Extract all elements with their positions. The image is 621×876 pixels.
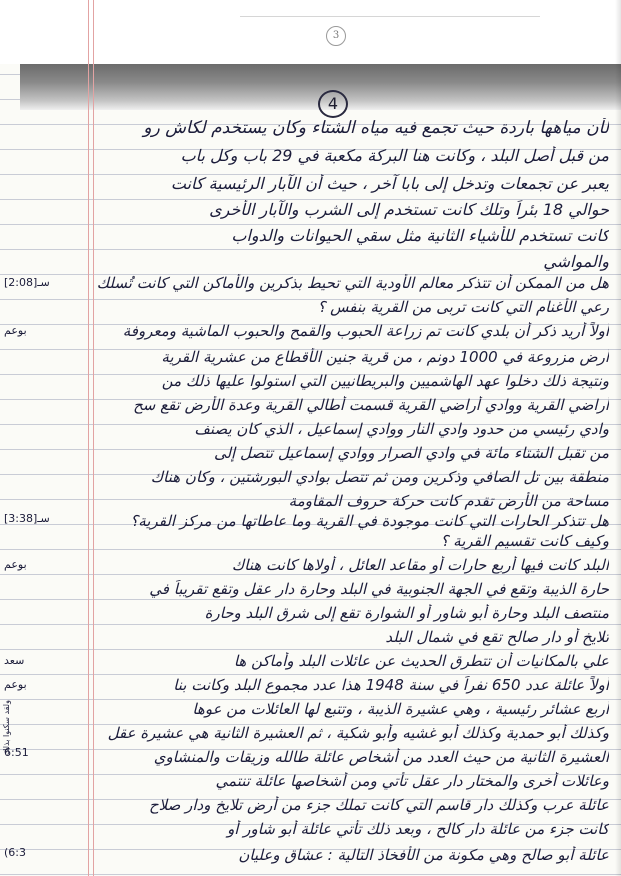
margin-mark: (6:3 [4, 846, 26, 859]
text-line: وكيف كانت تقسيم القرية ؟ [440, 532, 609, 550]
text-line: من قبل أصل البلد ، وكانت هنا البركة مكعبة في 29 باب وكل باب [180, 146, 609, 165]
text-line: لأن مياهها باردة حيث تجمع فيه مياه الشتاء وكان يستخدم لكاش رو [143, 118, 609, 138]
margin-mark: سـ[3:38] [4, 512, 50, 525]
page-edge-shadow [615, 0, 621, 876]
text-line: حارة الذيبة وتقع في الجهة الجنوبية في البلد وحارة دار عقل وتقع تقريباً في [149, 580, 609, 598]
text-line: أرض مزروعة في 1000 دونم ، من قرية جنين الأقطاع من عشرية القرية [161, 348, 609, 366]
text-line: أراضي القرية ووادي أراضي القرية قسمت أطالي القرية وعدة الأرض تقع سح [133, 396, 609, 414]
text-line: البلد كانت فيها أربع حارات أو مقاعد العائل ، أولاها كانت هناك [231, 556, 609, 574]
faint-text-line [240, 2, 540, 17]
text-line: والمواشي [543, 252, 609, 271]
margin-mark: بوعم [4, 558, 27, 571]
text-line: حوالي 18 بئراً وتلك كانت تستخدم إلى الشرب والآبار الأخرى [209, 200, 609, 219]
text-line: من تقبل الشتاء مائة في وادي الصرار ووادي إسماعيل تتصل إلى [213, 444, 609, 462]
margin-mark: سـ[2:08] [4, 276, 50, 289]
text-line: كانت تستخدم للأشياء الثانية مثل سقي الحيوانات والدواب [231, 226, 609, 245]
text-line: أربع عشائر رئيسية ، وهي عشيرة الذيبة ، وتتبع لها العائلات من عوها [192, 700, 609, 718]
text-line: مساحة من الأرض تقدم كانت حركة حروف المقاومة [288, 492, 609, 510]
text-line: تلايخ أو دار صالح تقع في شمال البلد [385, 628, 609, 646]
margin-mark: سعد [4, 654, 25, 667]
text-line: يعبر عن تجمعات وتدخل إلى بابا آخر ، حيث أن الآبار الرئيسية كانت [170, 174, 609, 193]
text-line: أولاً عائلة عدد 650 نفراً في سنة 1948 هذا عدد مجموع البلد وكانت بنا [173, 676, 609, 694]
text-line: هل من الممكن أن تتذكر معالم الأودية التي تحيط بذكرين والأماكن التي كانت تُسلك [96, 274, 609, 292]
text-line: وادي رئيسي من حدود وادي النار ووادي إسماعيل ، الذي كان يصنف [194, 420, 609, 438]
text-line: هل تتذكر الحارات التي كانت موجودة في القرية وما عاطاتها من مركز القرية؟ [130, 512, 609, 530]
text-line: وكذلك أبو حمدية وكذلك أبو غشيه وأبو شكية ، ثم العشيرة الثانية هي عشيرة عقل [107, 724, 609, 742]
margin-mark: بوعم [4, 324, 27, 337]
margin-mark: 6:51 [4, 746, 29, 759]
text-line: منتصف البلد وحارة أبو شاور أو الشوارة تقع إلى شرق البلد وحارة [204, 604, 609, 622]
text-line: رعي الأغنام التي كانت تربى من القرية بنفس ؟ [317, 298, 609, 316]
page-number: 4 [318, 90, 348, 118]
text-line: عائلة عرب وكذلك دار قاسم التي كانت تملك جزء من أرض تلايخ ودار صلاح [148, 796, 609, 814]
text-line: علي بالمكانيات أن تتطرق الحديث عن عائلات البلد وأماكن ها [233, 652, 609, 670]
text-line: عائلة أبو صالح وهي مكونة من الأفخاذ التالية : عشاق وعليان [238, 846, 609, 864]
top-page-number: 3 [326, 26, 346, 46]
margin-mark: بوعم [4, 678, 27, 691]
text-line: منطقة بين تل الصافي وذكرين ومن ثم تتصل بوادي البورشتين ، وكان هناك [150, 468, 609, 486]
text-line: العشيرة الثانية من حيث العدد من أشخاص عائلة طالله وزيقات والمنشاوي [153, 748, 609, 766]
text-line: ونتيجة ذلك دخلوا عهد الهاشميين والبريطانيين التي استولوا عليها ذلك من [161, 372, 609, 390]
text-line: وعائلات أخرى والمختار دار عقل تأتي ومن أشخاصها عائلة تنتمي [215, 772, 609, 790]
side-note: ولقد سكنوا بذلك [2, 700, 11, 756]
text-line: أولاً أريد ذكر أن بلدي كانت تم زراعة الحبوب والقمح والحبوب الماشية ومعروفة [122, 322, 609, 340]
text-line: كانت جزء من عائلة دار كالح ، وبعد ذلك تأتي عائلة أبو شاور أو [227, 820, 609, 838]
